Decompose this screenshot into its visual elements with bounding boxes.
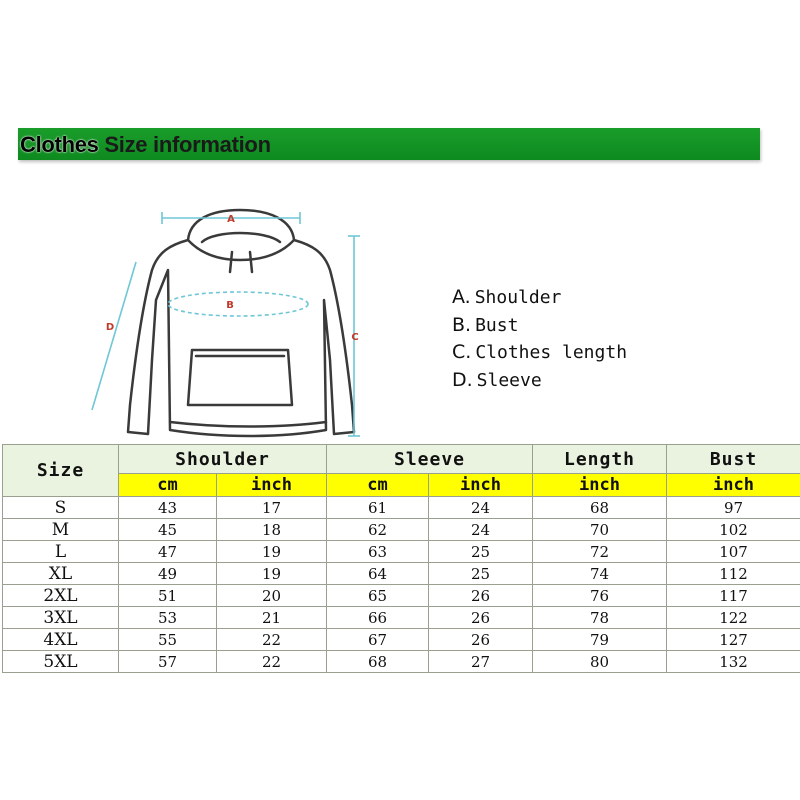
title-word-size-information: Size information: [104, 132, 271, 157]
measurement-cell: 79: [533, 629, 667, 651]
header-size: Size: [3, 445, 119, 497]
table-row: [3, 541, 800, 563]
measurement-cell: 63: [327, 541, 429, 563]
measurement-cell: 20: [217, 585, 327, 607]
table-row: [3, 519, 800, 541]
measurement-cell: 22: [217, 629, 327, 651]
measurement-cell: 43: [119, 497, 217, 519]
title-banner: [18, 128, 760, 160]
header-length: Length: [533, 445, 667, 474]
size-table-body: [3, 497, 800, 673]
measurement-cell: 102: [667, 519, 800, 541]
dimension-label-b: B: [226, 300, 234, 311]
measurement-cell: 132: [667, 651, 800, 673]
measurement-cell: 66: [327, 607, 429, 629]
measurement-cell: 45: [119, 519, 217, 541]
measurement-cell: 68: [327, 651, 429, 673]
measurement-cell: 26: [429, 607, 533, 629]
dimension-label-a: A: [227, 214, 235, 225]
measurement-cell: 26: [429, 629, 533, 651]
size-label-cell: 5XL: [3, 651, 119, 673]
title-word-clothes: Clothes: [20, 132, 99, 157]
measurement-cell: 61: [327, 497, 429, 519]
measurement-cell: 55: [119, 629, 217, 651]
table-row: [3, 497, 800, 519]
measurement-cell: 80: [533, 651, 667, 673]
measurement-cell: 22: [217, 651, 327, 673]
table-row: [3, 607, 800, 629]
size-label-cell: XL: [3, 563, 119, 585]
measurement-cell: 17: [217, 497, 327, 519]
measurement-cell: 64: [327, 563, 429, 585]
measurement-cell: 127: [667, 629, 800, 651]
unit-shoulder-cm: cm: [119, 474, 217, 497]
measurement-cell: 72: [533, 541, 667, 563]
measurement-cell: 57: [119, 651, 217, 673]
unit-bust-inch: inch: [667, 474, 800, 497]
measurement-cell: 70: [533, 519, 667, 541]
table-row: [3, 585, 800, 607]
size-label-cell: 3XL: [3, 607, 119, 629]
measurement-cell: 24: [429, 519, 533, 541]
legend-item-clothes-length: C. Clothes length: [452, 341, 628, 363]
legend-item-bust: B. Bust: [452, 313, 519, 336]
measurement-cell: 51: [119, 585, 217, 607]
measurement-cell: 117: [667, 585, 800, 607]
measurement-cell: 18: [217, 519, 327, 541]
measurement-cell: 97: [667, 497, 800, 519]
unit-length-inch: inch: [533, 474, 667, 497]
measurement-cell: 25: [429, 541, 533, 563]
measurement-cell: 53: [119, 607, 217, 629]
size-table: [2, 444, 800, 673]
measurement-cell: 19: [217, 541, 327, 563]
measurement-legend: [452, 284, 627, 394]
measurement-cell: 67: [327, 629, 429, 651]
dimension-label-d: D: [105, 322, 115, 333]
measurement-cell: 112: [667, 563, 800, 585]
dimension-label-c: C: [351, 332, 359, 343]
header-bust: Bust: [667, 445, 800, 474]
table-row: [3, 563, 800, 585]
legend-item-sleeve: D. Sleeve: [452, 368, 542, 391]
measurement-cell: 68: [533, 497, 667, 519]
size-label-cell: 2XL: [3, 585, 119, 607]
measurement-cell: 25: [429, 563, 533, 585]
measurement-cell: 26: [429, 585, 533, 607]
table-row: [3, 651, 800, 673]
size-label-cell: M: [3, 519, 119, 541]
size-label-cell: L: [3, 541, 119, 563]
measurement-cell: 78: [533, 607, 667, 629]
hoodie-diagram: [80, 200, 380, 445]
title-text: [20, 132, 271, 158]
measurement-cell: 76: [533, 585, 667, 607]
legend-item-shoulder: A. Shoulder: [452, 286, 562, 308]
measurement-cell: 122: [667, 607, 800, 629]
measurement-cell: 47: [119, 541, 217, 563]
measurement-cell: 24: [429, 497, 533, 519]
unit-sleeve-inch: inch: [429, 474, 533, 497]
unit-shoulder-inch: inch: [217, 474, 327, 497]
measurement-cell: 27: [429, 651, 533, 673]
measurement-cell: 107: [667, 541, 800, 563]
measurement-cell: 19: [217, 563, 327, 585]
measurement-cell: 62: [327, 519, 429, 541]
measurement-cell: 21: [217, 607, 327, 629]
measurement-cell: 65: [327, 585, 429, 607]
measurement-cell: 74: [533, 563, 667, 585]
measurement-cell: 49: [119, 563, 217, 585]
table-row: [3, 629, 800, 651]
header-shoulder: Shoulder: [119, 445, 327, 474]
size-label-cell: S: [3, 497, 119, 519]
size-label-cell: 4XL: [3, 629, 119, 651]
header-sleeve: Sleeve: [327, 445, 533, 474]
unit-sleeve-cm: cm: [327, 474, 429, 497]
